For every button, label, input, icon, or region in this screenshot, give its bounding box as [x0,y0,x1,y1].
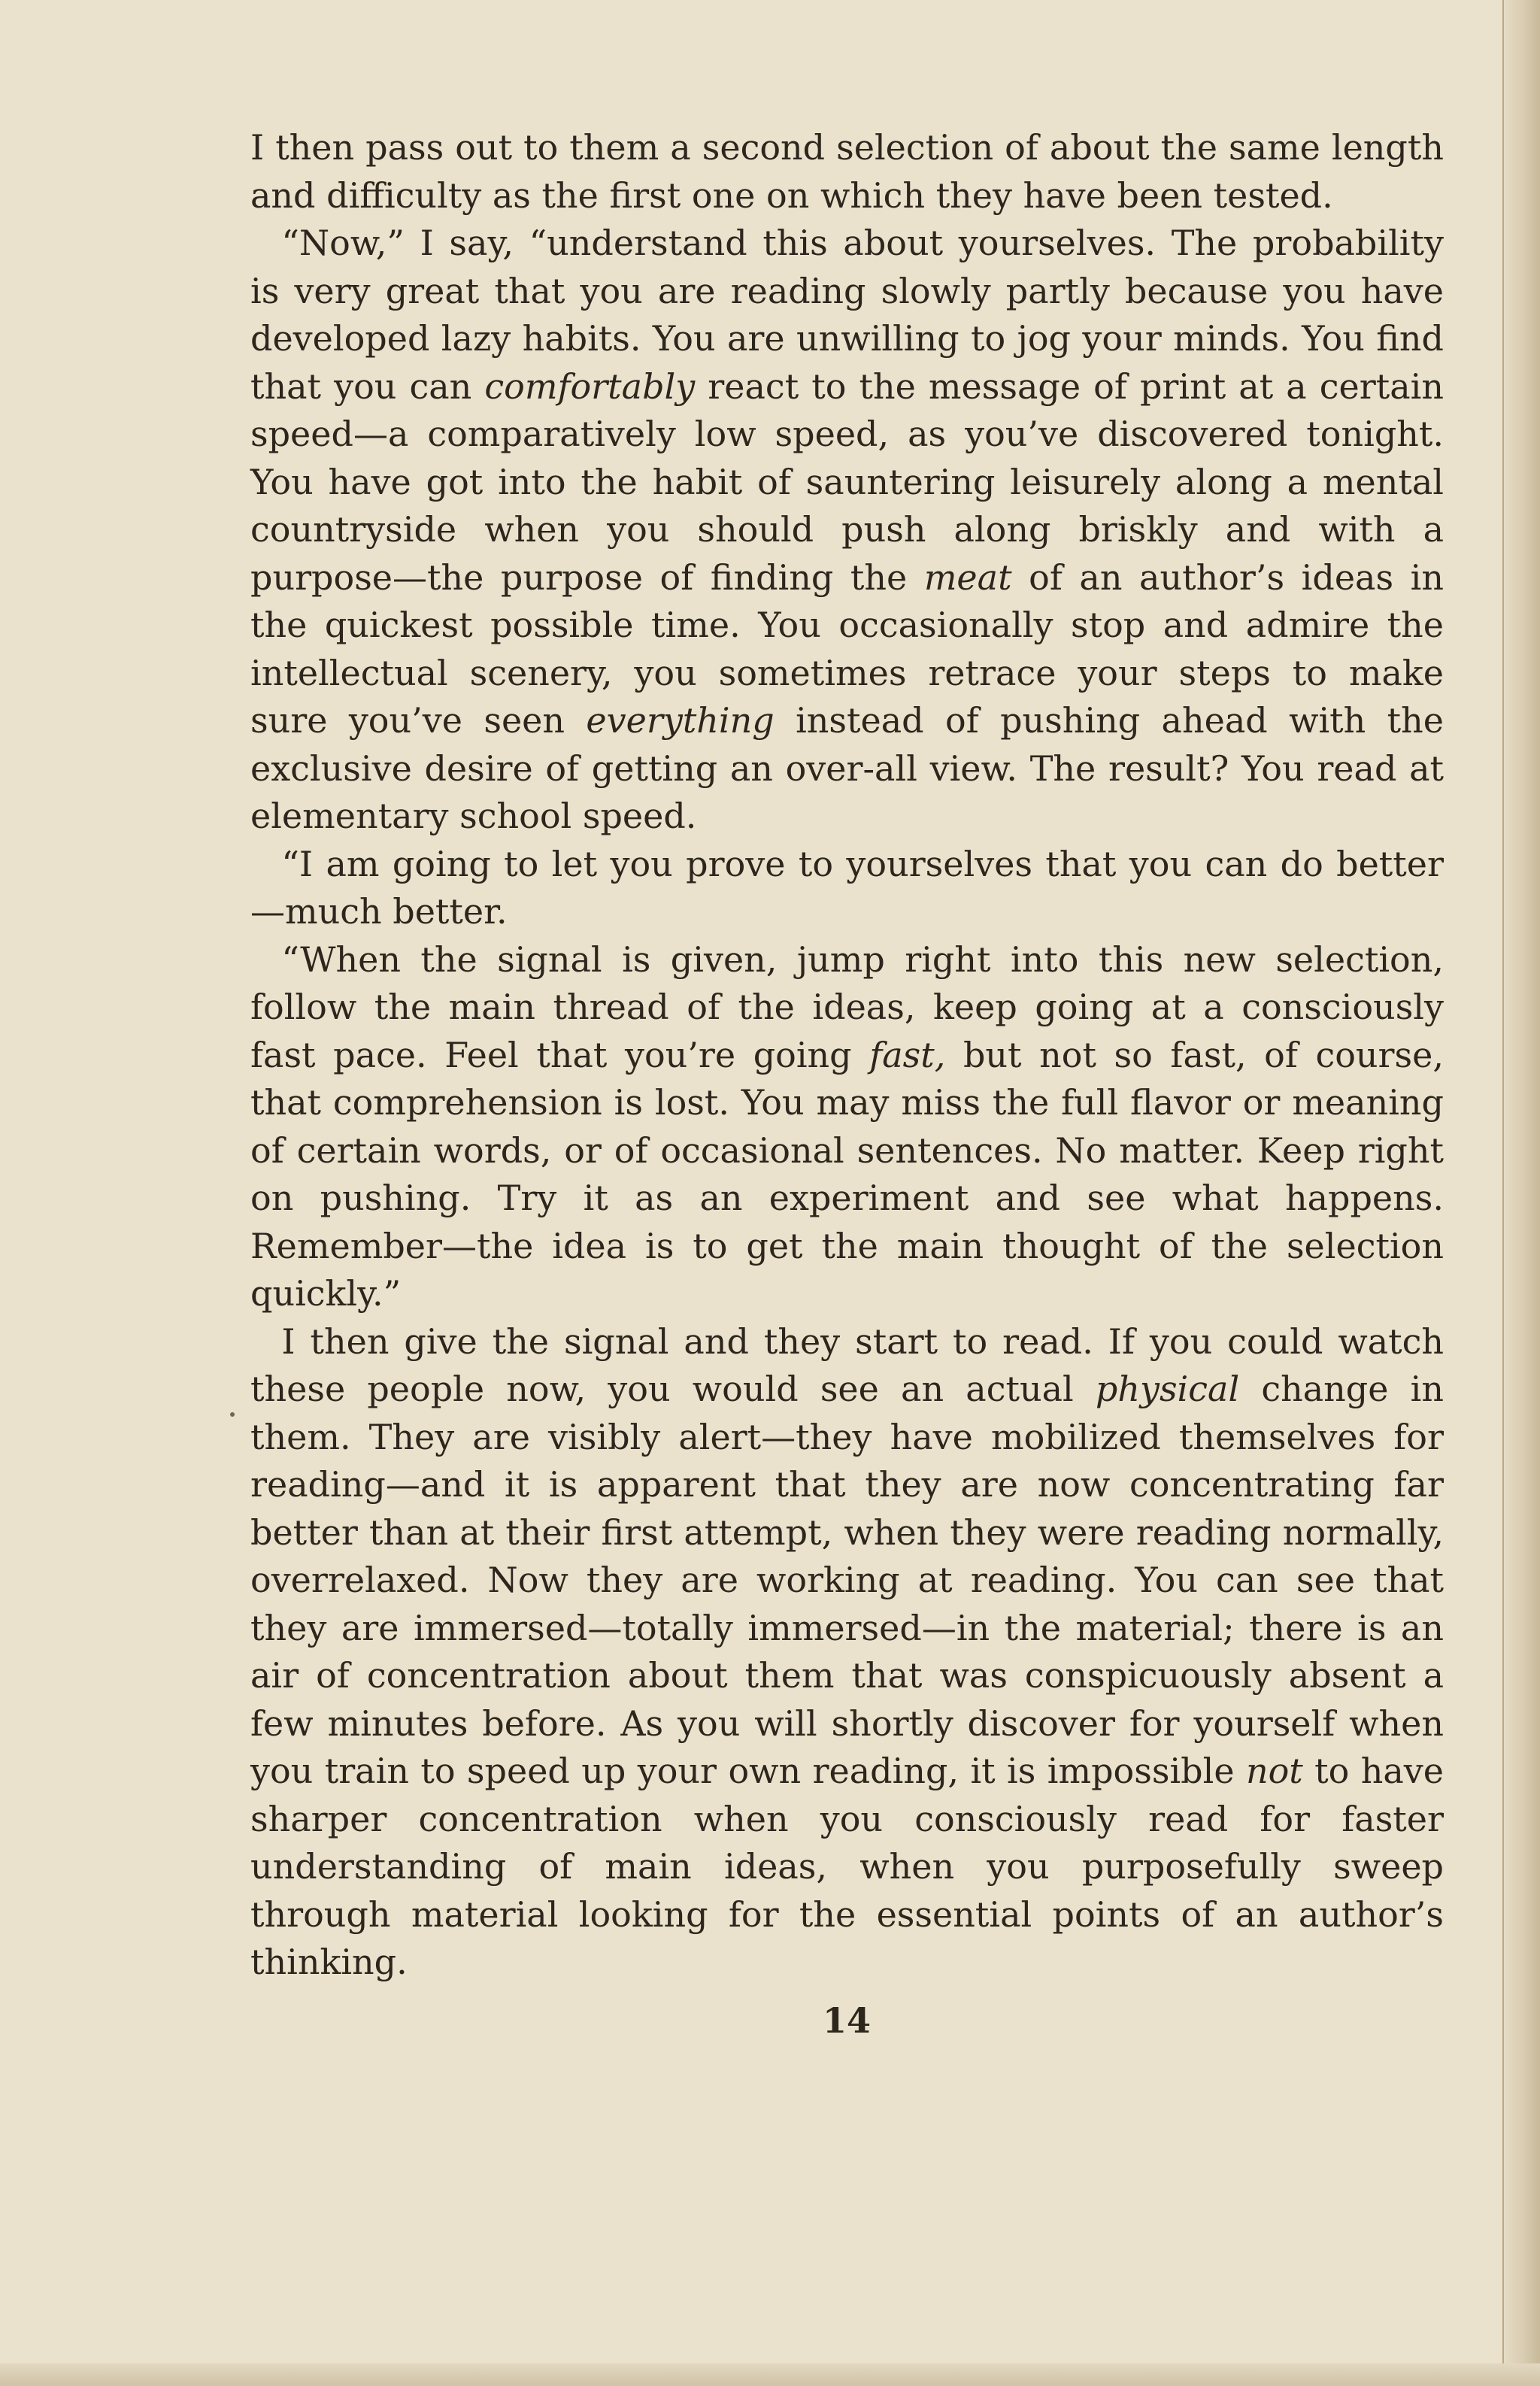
paragraph [250,841,1444,936]
page-number: 14 [822,2000,871,2041]
text-run: I then give the signal and they start to read. If you could watch these people now, you would see an actual [250,1320,1444,1409]
text-run: to have sharper concentration when you consciously read for faster understanding of main ideas, when you purposefully sweep through material looking for the essential points of an author’s thinking. [250,1751,1445,1982]
italic-word: not [1245,1751,1303,1791]
paragraph [250,220,1444,841]
text-run: I then pass out to them a second selection of about the same length and difficulty as the first one on which they have been tested. [250,127,1444,216]
page-right-edge [1502,0,1540,2386]
body-text [250,124,1444,1987]
italic-word: meat [923,556,1012,598]
text-run: react to the message of print at a certain speed—a comparatively low speed, as you’ve discovered tonight. You have got into the habit of sauntering leisurely along a mental countryside when you should push along briskly and with a purpose—the purpose of finding the [250,365,1444,598]
italic-word: comfortably [484,365,696,407]
text-run: instead of pushing ahead with the exclusive desire of getting an over-all view. The result? You read at elementary school speed. [250,700,1444,836]
italic-word: fast, [869,1034,946,1075]
text-run: but not so fast, of course, that comprehension is lost. You may miss the full flavor or meaning of certain words, or of occasional sentences. No matter. Keep right on pushing. Try it as an experiment and see what happens. Remember—the idea is to get the main thought of the selection quickly.” [250,1034,1444,1314]
text-run: “Now,” I say, “understand this about yourselves. The probability is very great that you are reading slowly partly because you have developed lazy habits. You are unwilling to jog your minds. You find that you can [250,223,1444,407]
text-run: of an author’s ideas in the quickest possible time. You occasionally stop and admire the intellectual scenery, you sometimes retrace your steps to make sure you’ve seen [250,556,1444,741]
page-bottom-shadow [0,2363,1540,2386]
text-run: “I am going to let you prove to yourselves that you can do better —much better. [250,843,1444,932]
stray-mark [230,1412,235,1417]
paragraph [250,1318,1444,1987]
paragraph [250,124,1444,220]
italic-word: everything [586,700,775,741]
text-run: change in them. They are visibly alert—they have mobilized themselves for reading—and it is apparent that they are now concentrating far better than at their first attempt, when they were reading normally, overrelaxed. Now they are working at reading. You can see that they are immersed—totally immersed—in the material; there is an air of concentration about them that was conspicuously absent a few minutes before. As you will shortly discover for yourself when you train to speed up your own reading, it is impossible [250,1369,1444,1791]
text-run: “When the signal is given, jump right into this new selection, follow the main thread of the ideas, keep going at a consciously fast pace. Feel that you’re going [250,938,1444,1075]
paragraph [250,936,1444,1318]
italic-word: physical [1095,1369,1240,1409]
